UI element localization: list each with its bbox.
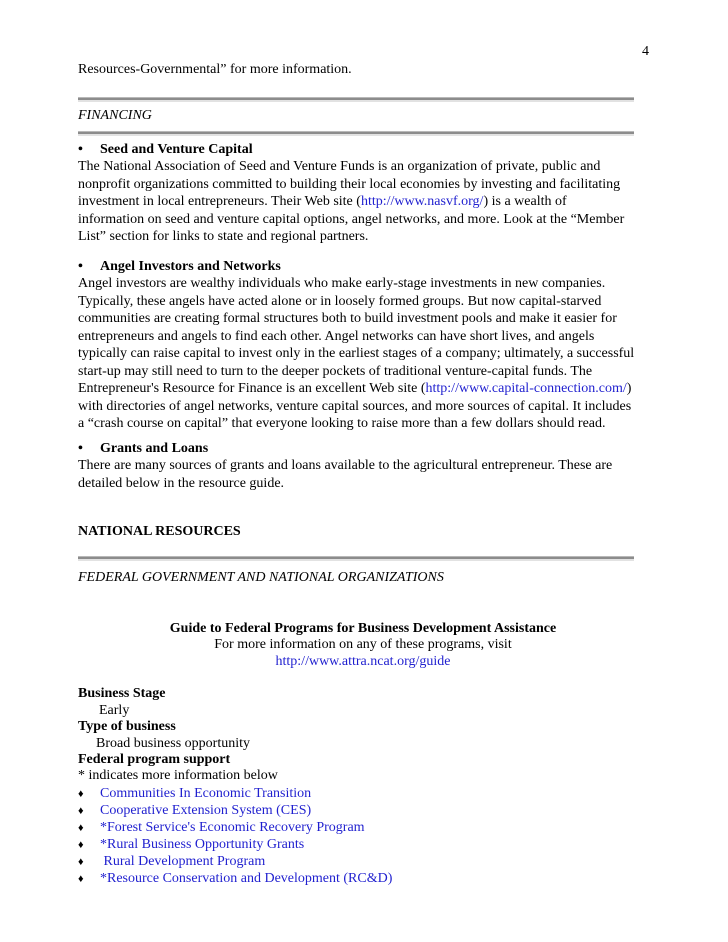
federal-heading: FEDERAL GOVERNMENT AND NATIONAL ORGANIZATIONS [78, 570, 444, 585]
grants-loans-paragraph: There are many sources of grants and loans available to the agricultural entrepreneur. These are detailed below in the resource guide. [78, 458, 613, 491]
diamond-bullet-icon: ♦ [78, 805, 84, 817]
page-number: 4 [642, 44, 649, 59]
section-divider [78, 131, 634, 136]
diamond-bullet-icon: ♦ [78, 822, 84, 834]
program-item[interactable]: ♦ Communities In Economic Transition [78, 786, 312, 801]
program-item[interactable]: ♦ Rural Development Program [78, 854, 266, 869]
national-resources-heading: NATIONAL RESOURCES [78, 524, 241, 539]
continuation-text: Resources-Governmental” for more information. [78, 62, 352, 77]
bullet-icon: • [78, 142, 83, 157]
program-item[interactable]: ♦ *Rural Business Opportunity Grants [78, 837, 305, 852]
business-stage-label: Business Stage [78, 686, 166, 701]
diamond-bullet-icon: ♦ [78, 839, 84, 851]
program-item[interactable]: ♦ *Resource Conservation and Development (RC&D) [78, 871, 393, 886]
grants-loans-heading: • Grants and Loans [78, 441, 209, 456]
bullet-icon: • [78, 259, 83, 274]
section-divider [78, 97, 634, 102]
diamond-bullet-icon: ♦ [78, 856, 84, 868]
attra-guide-link[interactable]: http://www.attra.ncat.org/guide [275, 654, 451, 669]
type-of-business-label: Type of business [78, 719, 176, 734]
angel-investors-paragraph: Angel investors are wealthy individuals who make early-stage investments in new companies. Typically, these angels have acted alone or in loosely formed groups. But now capital-starved communities are creating formal structures both to build investment pools and make it easier for entrepreneurs and angels to find each other. Angel networks can have short lives, and angels typically can raise capital to invest only in the earliest stages of a company; ultimately, a successful start-up may still need to turn to the deeper pockets of traditional venture-capital funds. The Entrepreneur's Resource for Finance is an excellent Web site (http://www.capital-connection.com/) with directories of angel networks, venture capital sources, and more sources of capital. It includes a “crash course on capital” that everyone looking to raise more than a few dollars should read. [78, 276, 635, 431]
program-item[interactable]: ♦ Cooperative Extension System (CES) [78, 803, 312, 818]
guide-url [78, 654, 648, 670]
federal-support-label: Federal program support [78, 752, 231, 767]
guide-title: Guide to Federal Programs for Business Development Assistance [169, 621, 557, 636]
diamond-bullet-icon: ♦ [78, 788, 84, 800]
program-item[interactable]: ♦ *Forest Service's Economic Recovery Program [78, 820, 365, 835]
angel-investors-heading: • Angel Investors and Networks [78, 259, 281, 274]
section-divider [78, 556, 634, 561]
bullet-icon: • [78, 441, 83, 456]
nasvf-link[interactable]: http://www.nasvf.org/ [360, 194, 484, 209]
business-stage-value: Early [99, 703, 130, 718]
support-note: * indicates more information below [78, 768, 278, 783]
seed-venture-paragraph: The National Association of Seed and Venture Funds is an organization of private, public and nonprofit organizations committed to building their local economies by investing and facilitating investment in local entrepreneurs. Their Web site (http://www.nasvf.org/) is a wealth of information on seed and venture capital options, angel networks, and more. Look at the “Member List” section for links to state and regional partners. [78, 159, 625, 244]
diamond-bullet-icon: ♦ [78, 873, 84, 885]
type-of-business-value: Broad business opportunity [96, 736, 250, 751]
financing-heading: FINANCING [78, 108, 152, 123]
seed-venture-heading: • Seed and Venture Capital [78, 142, 253, 157]
capital-connection-link[interactable]: http://www.capital-connection.com/ [425, 381, 627, 396]
guide-subtitle: For more information on any of these programs, visit [214, 637, 512, 652]
